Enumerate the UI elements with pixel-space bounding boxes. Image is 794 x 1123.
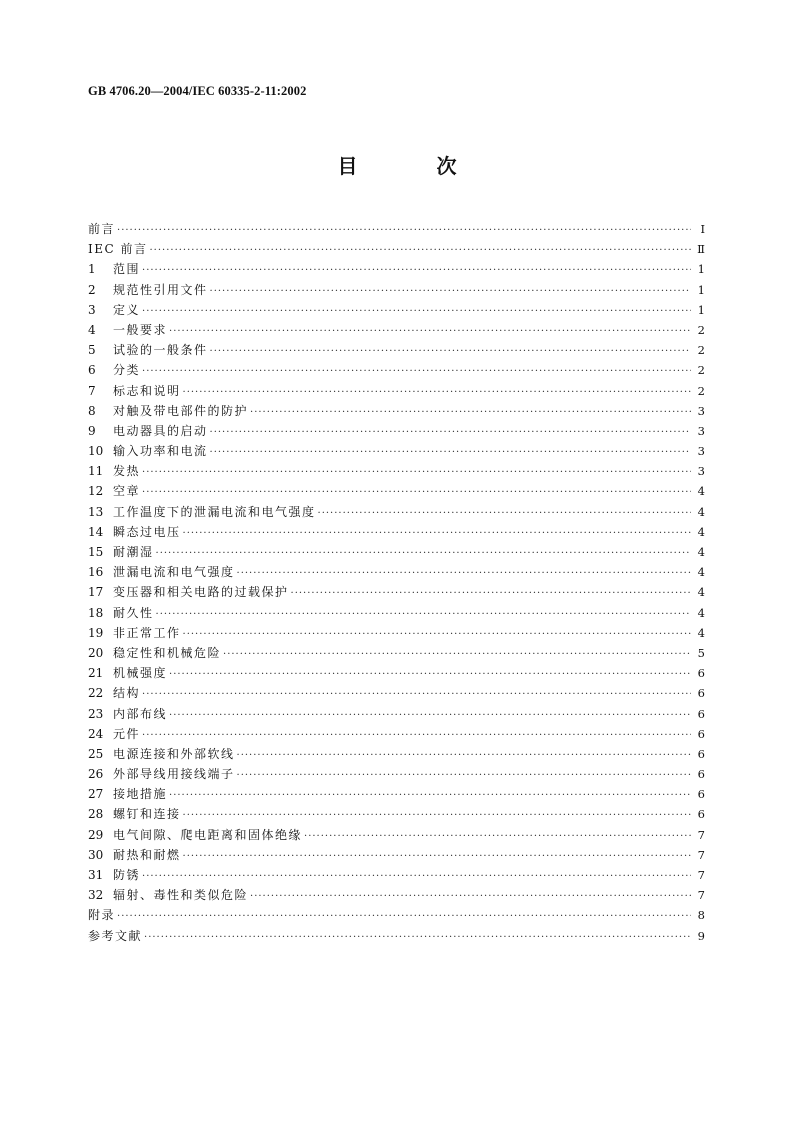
toc-leader-dots (210, 282, 691, 300)
toc-entry[interactable] (88, 461, 705, 481)
toc-entry-number: 23 (88, 706, 104, 721)
toc-entry-number: 5 (88, 343, 96, 358)
toc-entry-label: 范围 (113, 262, 141, 277)
toc-entry[interactable] (88, 381, 705, 401)
toc-entry-number: 22 (88, 686, 104, 701)
toc-entry-label: IEC 前言 (88, 242, 148, 257)
toc-entry-number: 32 (88, 888, 104, 903)
toc-entry-label: 内部布线 (113, 706, 168, 721)
toc-leader-dots (223, 645, 691, 663)
toc-entry-label: 一般要求 (113, 322, 168, 337)
toc-entry-label: 防锈 (113, 868, 141, 882)
toc-entry-page: 7 (697, 868, 705, 882)
toc-entry-label: 前言 (88, 222, 116, 236)
toc-entry-label: 电源连接和外部软线 (113, 746, 235, 761)
toc-entry-page: 6 (697, 787, 705, 802)
toc-entry-page: 4 (697, 504, 705, 519)
toc-leader-dots (117, 907, 691, 925)
toc-entry[interactable] (88, 219, 705, 239)
toc-entry-label: 稳定性和机械危险 (113, 645, 222, 660)
toc-entry-page: 2 (697, 343, 705, 358)
toc-entry-page: 3 (697, 403, 705, 418)
toc-entry[interactable] (88, 481, 705, 501)
toc-leader-dots (142, 261, 691, 279)
toc-entry[interactable] (88, 683, 705, 703)
toc-entry[interactable] (88, 562, 705, 582)
toc-entry-label: 空章 (113, 484, 141, 499)
toc-entry-number: 21 (88, 666, 104, 681)
toc-entry-label: 输入功率和电流 (113, 444, 208, 459)
toc-entry-page: 2 (697, 363, 705, 378)
toc-entry[interactable] (88, 825, 705, 845)
toc-entry-label: 耐久性 (113, 605, 154, 620)
toc-entry[interactable] (88, 421, 705, 441)
toc-entry-page: 4 (697, 605, 705, 620)
toc-entry[interactable] (88, 905, 705, 925)
toc-entry-number: 28 (88, 807, 104, 822)
toc-entry[interactable] (88, 320, 705, 340)
toc-entry-label: 螺钉和连接 (113, 807, 181, 822)
toc-entry-number: 24 (88, 726, 104, 741)
toc-entry-label: 发热 (113, 464, 141, 479)
toc-leader-dots (183, 383, 691, 401)
toc-entry-page: 1 (697, 262, 705, 277)
toc-entry[interactable] (88, 865, 705, 885)
toc-entry-label: 外部导线用接线端子 (113, 767, 235, 782)
toc-entry-page: 6 (697, 746, 705, 761)
toc-entry-page: 7 (697, 827, 705, 842)
toc-entry-page: 6 (697, 767, 705, 782)
toc-entry-page: I (700, 222, 705, 236)
toc-entry-page: 1 (697, 282, 705, 297)
toc-entry-page: 8 (697, 908, 705, 923)
toc-leader-dots (183, 625, 691, 643)
toc-entry-label: 附录 (88, 908, 116, 923)
toc-entry[interactable] (88, 603, 705, 623)
toc-entry[interactable] (88, 845, 705, 865)
toc-entry-label: 机械强度 (113, 666, 168, 681)
toc-leader-dots (169, 706, 691, 724)
toc-entry-label: 电动器具的启动 (113, 423, 208, 438)
toc-entry-page: 4 (697, 484, 705, 499)
toc-entry-number: 18 (88, 605, 104, 620)
toc-entry[interactable] (88, 502, 705, 522)
toc-entry[interactable] (88, 885, 705, 905)
toc-entry-page: Ⅱ (697, 242, 705, 257)
toc-entry-page: 6 (697, 807, 705, 822)
toc-entry-number: 2 (88, 282, 96, 297)
standard-code: GB 4706.20—2004/IEC 60335-2-11:2002 (88, 84, 307, 98)
toc-entry[interactable] (88, 643, 705, 663)
toc-entry-label: 对触及带电部件的防护 (113, 403, 249, 418)
toc-entry-number: 27 (88, 787, 104, 802)
toc-entry-page: 3 (697, 444, 705, 459)
toc-entry[interactable] (88, 259, 705, 279)
toc-leader-dots (117, 221, 691, 239)
toc-entry-number: 6 (88, 363, 96, 378)
toc-entry-page: 9 (697, 928, 705, 943)
toc-leader-dots (169, 322, 691, 340)
toc-entry[interactable] (88, 360, 705, 380)
toc-entry-label: 工作温度下的泄漏电流和电气强度 (113, 504, 316, 519)
toc-leader-dots (237, 564, 691, 582)
toc-leader-dots (237, 766, 691, 784)
toc-entry-label: 电气间隙、爬电距离和固体绝缘 (113, 827, 303, 842)
toc-entry-number: 11 (88, 464, 104, 479)
toc-entry[interactable] (88, 926, 705, 946)
toc-leader-dots (183, 806, 691, 824)
toc-leader-dots (183, 847, 691, 865)
toc-leader-dots (156, 544, 691, 562)
toc-entry-number: 15 (88, 545, 104, 559)
toc-entry[interactable] (88, 764, 705, 784)
toc-entry-page: 4 (697, 545, 705, 559)
toc-entry[interactable] (88, 704, 705, 724)
toc-entry[interactable] (88, 744, 705, 764)
toc-entry-page: 5 (697, 645, 705, 660)
toc-leader-dots (210, 342, 691, 360)
toc-leader-dots (210, 423, 691, 441)
toc-entry[interactable] (88, 663, 705, 683)
toc-entry-number: 1 (88, 262, 96, 277)
toc-entry[interactable] (88, 522, 705, 542)
toc-entry-label: 结构 (113, 686, 141, 701)
toc-leader-dots (210, 443, 691, 461)
toc-entry-page: 4 (697, 524, 705, 539)
toc-entry-page: 6 (697, 726, 705, 741)
toc-entry-number: 10 (88, 444, 104, 459)
toc-entry-number: 30 (88, 847, 104, 862)
toc-entry-label: 变压器和相关电路的过载保护 (113, 585, 289, 600)
toc-leader-dots (142, 726, 691, 744)
table-of-contents (88, 219, 705, 946)
toc-entry[interactable] (88, 280, 705, 300)
page-title: 目 次 (337, 154, 493, 178)
toc-leader-dots (150, 241, 692, 259)
toc-entry-label: 标志和说明 (113, 383, 181, 398)
toc-entry-page: 6 (697, 666, 705, 681)
toc-entry[interactable] (88, 441, 705, 461)
toc-leader-dots (156, 605, 691, 623)
toc-entry-number: 9 (88, 423, 96, 438)
toc-leader-dots (304, 827, 691, 845)
toc-entry-page: 1 (697, 302, 705, 317)
toc-entry-page: 6 (697, 706, 705, 721)
toc-leader-dots (142, 362, 691, 380)
toc-entry-label: 泄漏电流和电气强度 (113, 565, 235, 580)
toc-entry[interactable] (88, 623, 705, 643)
toc-entry-label: 非正常工作 (113, 625, 181, 640)
toc-leader-dots (183, 524, 691, 542)
toc-leader-dots (169, 786, 691, 804)
toc-entry[interactable] (88, 784, 705, 804)
toc-entry-number: 25 (88, 746, 104, 761)
toc-entry-label: 辐射、毒性和类似危险 (113, 888, 249, 903)
toc-leader-dots (142, 463, 691, 481)
toc-entry-number: 13 (88, 504, 104, 519)
toc-entry-label: 规范性引用文件 (113, 282, 208, 297)
toc-leader-dots (318, 504, 691, 522)
toc-entry-label: 试验的一般条件 (113, 343, 208, 358)
toc-entry[interactable] (88, 300, 705, 320)
toc-leader-dots (169, 665, 691, 683)
toc-entry-page: 4 (697, 625, 705, 640)
toc-entry-number: 7 (88, 383, 96, 398)
toc-entry-page: 7 (697, 888, 705, 903)
toc-leader-dots (250, 403, 691, 421)
toc-entry-label: 接地措施 (113, 787, 168, 802)
toc-entry-page: 4 (697, 565, 705, 580)
toc-entry-number: 12 (88, 484, 104, 499)
toc-entry-label: 耐潮湿 (113, 545, 154, 559)
toc-leader-dots (142, 483, 691, 501)
toc-leader-dots (144, 928, 691, 946)
toc-entry-number: 20 (88, 645, 104, 660)
toc-entry-label: 定义 (113, 302, 141, 317)
toc-leader-dots (142, 685, 691, 703)
toc-entry-page: 6 (697, 686, 705, 701)
toc-entry-page: 3 (697, 464, 705, 479)
toc-leader-dots (142, 867, 691, 885)
toc-entry[interactable] (88, 239, 705, 259)
toc-entry[interactable] (88, 340, 705, 360)
toc-entry-label: 元件 (113, 726, 141, 741)
toc-entry[interactable] (88, 542, 705, 562)
toc-entry[interactable] (88, 582, 705, 602)
toc-entry-number: 31 (88, 868, 104, 882)
toc-entry[interactable] (88, 401, 705, 421)
toc-leader-dots (291, 584, 691, 602)
toc-entry-label: 参考文献 (88, 928, 143, 943)
toc-entry-number: 3 (88, 302, 96, 317)
toc-entry-page: 2 (697, 383, 705, 398)
toc-entry[interactable] (88, 724, 705, 744)
toc-entry-number: 26 (88, 767, 104, 782)
toc-leader-dots (142, 302, 691, 320)
toc-entry-label: 耐热和耐燃 (113, 847, 181, 862)
toc-leader-dots (250, 887, 691, 905)
toc-entry-page: 2 (697, 322, 705, 337)
toc-entry-number: 4 (88, 322, 96, 337)
toc-entry-page: 3 (697, 423, 705, 438)
toc-entry-label: 瞬态过电压 (113, 524, 181, 539)
toc-entry-number: 8 (88, 403, 96, 418)
toc-entry-number: 16 (88, 565, 104, 580)
toc-entry-label: 分类 (113, 363, 141, 378)
toc-entry-number: 19 (88, 625, 104, 640)
toc-leader-dots (237, 746, 691, 764)
toc-entry-number: 29 (88, 827, 104, 842)
toc-entry[interactable] (88, 804, 705, 824)
toc-entry-page: 7 (697, 847, 705, 862)
toc-entry-number: 17 (88, 585, 104, 600)
toc-entry-number: 14 (88, 524, 104, 539)
toc-entry-page: 4 (697, 585, 705, 600)
